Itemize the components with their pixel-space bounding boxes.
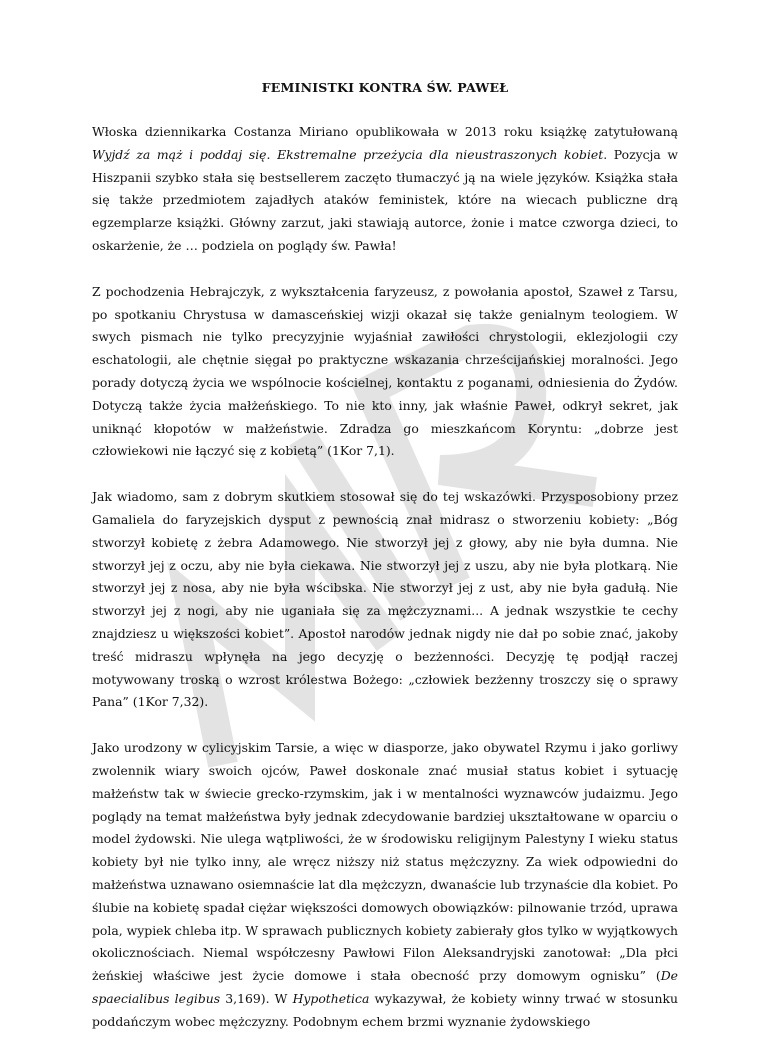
paragraph-3 <box>92 486 678 714</box>
italic-title-run: Hypothetica <box>292 990 370 1006</box>
text-run: wykazywał, że kobiety winny trwać w stosunku poddańczym wobec mężczyzny. Podobnym echem brzmi wyznanie żydowskiego <box>92 990 679 1029</box>
text-run: . Pozycja w Hiszpanii szybko stała się bestsellerem zaczęto tłumaczyć ją na wiele języków. Książka stała się także przedmiotem zajadłych ataków feministek, które na wiecach publiczne drą egzemplarze książki. Główny zarzut, jaki stawiają autorce, żonie i matce czworga dzieci, to oskarżenie, że … podziela on poglądy św. Pawła! <box>92 146 678 253</box>
italic-title-run: Wyjdź za mąż i poddaj się. Ekstremalne przeżycia dla nieustraszonych kobiet <box>92 146 604 162</box>
document-body <box>92 80 678 1056</box>
italic-title-run: De spaecialibus legibus <box>92 968 678 1006</box>
text-run: Włoska dziennikarka Costanza Miriano opublikowała w 2013 roku książkę zatytułowaną <box>92 124 678 139</box>
text-run: Z pochodzenia Hebrajczyk, z wykształcenia faryzeusz, z powołania apostoł, Szaweł z Tarsu, po spotkaniu Chrystusa w damasceńskiej wizji okazał się także genialnym teologiem. W swych pismach nie tylko precyzyjnie wyjaśniał zawiłości chrystologii, eklezjologii czy eschatologii, ale chętnie sięgał po praktyczne wskazania chrześcijańskiej moralności. Jego porady dotyczą życia we wspólnocie kościelnej, kontaktu z poganami, odniesienia do Żydów. Dotyczą także życia małżeńskiego. To nie kto inny, jak właśnie Paweł, odkrył sekret, jak uniknąć kłopotów w małżeństwie. Zdradza go mieszkańcom Koryntu: „dobrze jest człowiekowi nie łączyć się z kobietą” (1Kor 7,1). <box>92 283 678 459</box>
text-run: Jak wiadomo, sam z dobrym skutkiem stosował się do tej wskazówki. Przysposobiony przez Gamaliela do faryzejskich dysput z pewnością znał midrasz o stworzeniu kobiety: „Bóg stworzył kobietę z żebra Adamowego. Nie stworzył jej z głowy, aby nie była dumna. Nie stworzył jej z oczu, aby nie była ciekawa. Nie stworzył jej z uszu, aby nie była plotkarą. Nie stworzył jej z nosa, aby nie była wścibska. Nie stworzył jej z ust, aby nie była gadułą. Nie stworzył jej z nogi, aby nie uganiała się za mężczyznami... A jednak wszystkie te cechy znajdziesz u większości kobiet”. Apostoł narodów jednak nigdy nie dał po sobie znać, jakoby treść midraszu wpłynęła na jego decyzję o bezżenności. Decyzję tę podjął raczej motywowany troską o wzrost królestwa Bożego: „człowiek bezżenny troszczy się o sprawy Pana” (1Kor 7,32). <box>92 489 678 710</box>
paragraph-2 <box>92 281 678 463</box>
paragraph-4 <box>92 737 678 1033</box>
text-run: Jako urodzony w cylicyjskim Tarsie, a więc w diasporze, jako obywatel Rzymu i jako gorliwy zwolennik wiary swoich ojców, Paweł doskonale znać musiał status kobiet i sytuację małżeństw tak w świecie grecko-rzymskim, jak i w mentalności wyznawców judaizmu. Jego poglądy na temat małżeństwa były jednak zdecydowanie bardziej ukształtowane w oparciu o model żydowski. Nie ulega wątpliwości, że w środowisku religijnym Palestyny I wieku status kobiety był nie tylko inny, ale wręcz niższy niż status mężczyzny. Za wiek odpowiedni do małżeństwa uznawano osiemnaście lat dla mężczyzn, dwanaście lub trzynaście dla kobiet. Po ślubie na kobietę spadał ciężar większości domowych obowiązków: pilnowanie trzód, uprawa pola, wypiek chleba itp. W sprawach publicznych kobiety zabierały głos tylko w wyjątkowych okolicznościach. Niemal współczesny Pawłowi Filon Aleksandryjski zanotował: „Dla płci żeńskiej właściwe jest życie domowe i stała obecność przy domowym ognisku” ( <box>92 740 678 984</box>
document-title: FEMINISTKI KONTRA ŚW. PAWEŁ <box>261 80 509 95</box>
text-run: 3,169). W <box>220 990 293 1006</box>
paragraph-1 <box>92 121 678 258</box>
paragraphs <box>92 121 678 1033</box>
